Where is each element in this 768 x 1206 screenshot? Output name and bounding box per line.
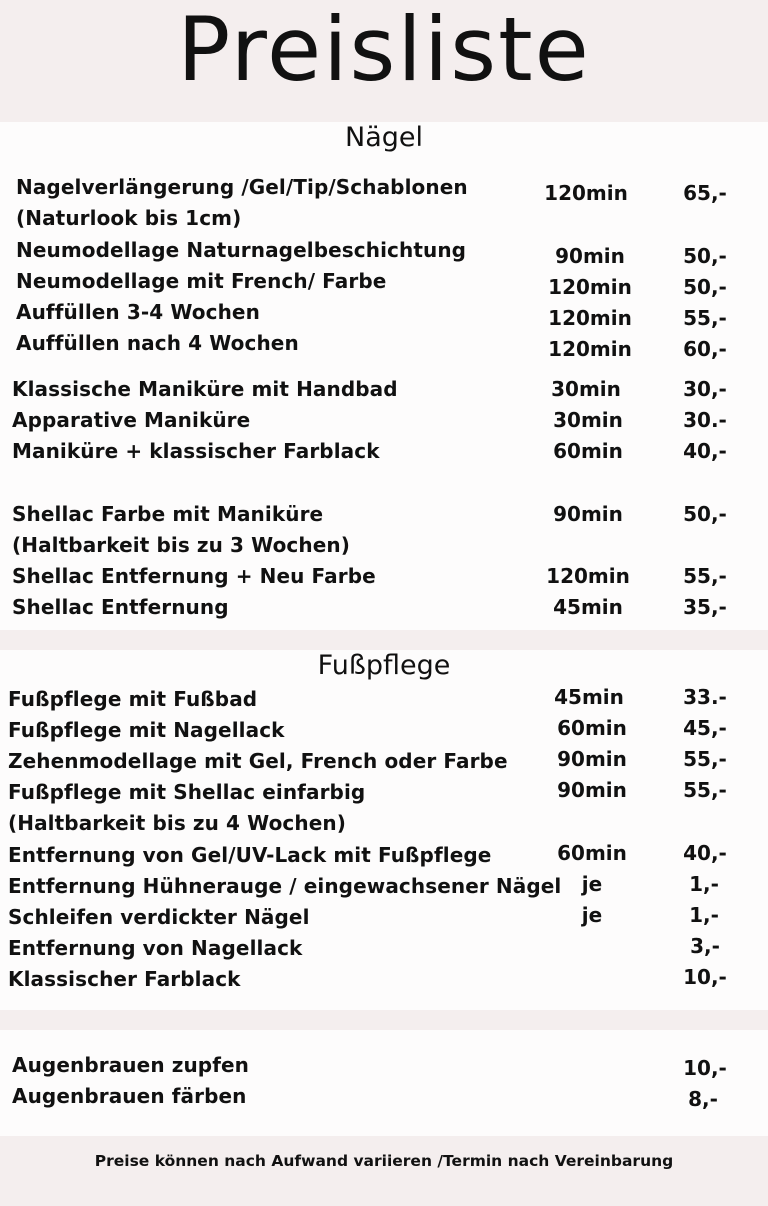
list-item (0, 206, 768, 236)
item-name: Auffüllen nach 4 Wochen (16, 331, 299, 355)
item-price: 55,- (683, 778, 727, 802)
item-name: (Naturlook bis 1cm) (16, 206, 242, 230)
list-item (0, 595, 768, 625)
item-price: 65,- (683, 181, 727, 205)
item-duration: 90min (553, 502, 623, 526)
item-name: Entfernung von Nagellack (8, 936, 303, 960)
item-name: Augenbrauen färben (12, 1084, 247, 1108)
item-name: Fußpflege mit Nagellack (8, 718, 285, 742)
item-duration: 45min (554, 685, 624, 709)
item-duration: 60min (557, 841, 627, 865)
item-name: Entfernung Hühnerauge / eingewachsener Nägel (8, 874, 562, 898)
item-duration: je (581, 872, 603, 896)
item-price: 40,- (683, 841, 727, 865)
item-price: 30.- (683, 408, 727, 432)
item-name: Apparative Maniküre (12, 408, 251, 432)
list-item (0, 967, 768, 997)
item-name: Shellac Farbe mit Maniküre (12, 502, 324, 526)
list-item (0, 377, 768, 407)
list-item (0, 439, 768, 469)
item-name: Fußpflege mit Shellac einfarbig (8, 780, 366, 804)
list-item (0, 564, 768, 594)
item-price: 60,- (683, 337, 727, 361)
list-item (0, 905, 768, 935)
item-duration: 120min (548, 337, 632, 361)
item-name: Entfernung von Gel/UV-Lack mit Fußpflege (8, 843, 492, 867)
item-name: Shellac Entfernung + Neu Farbe (12, 564, 376, 588)
item-duration: 90min (557, 747, 627, 771)
item-price: 33.- (683, 685, 727, 709)
item-duration: 120min (548, 306, 632, 330)
item-price: 40,- (683, 439, 727, 463)
list-item (0, 843, 768, 873)
item-name: (Haltbarkeit bis zu 3 Wochen) (12, 533, 350, 557)
item-duration: 90min (555, 244, 625, 268)
item-name: Neumodellage mit French/ Farbe (16, 269, 387, 293)
list-item (0, 238, 768, 268)
item-duration: 90min (557, 778, 627, 802)
item-price: 30,- (683, 377, 727, 401)
item-price: 1,- (689, 872, 719, 896)
item-duration: 45min (553, 595, 623, 619)
list-item (0, 936, 768, 966)
item-duration: 120min (548, 275, 632, 299)
list-item (0, 749, 768, 779)
item-duration: 30min (551, 377, 621, 401)
item-name: (Haltbarkeit bis zu 4 Wochen) (8, 811, 346, 835)
item-name: Klassischer Farblack (8, 967, 241, 991)
list-item (0, 811, 768, 841)
list-item (0, 533, 768, 563)
item-name: Neumodellage Naturnagelbeschichtung (16, 238, 467, 262)
item-price: 45,- (683, 716, 727, 740)
list-item (0, 502, 768, 532)
footer-note: Preise können nach Aufwand variieren /Termin nach Vereinbarung (94, 1152, 674, 1170)
item-name: Augenbrauen zupfen (12, 1053, 250, 1077)
list-item (0, 300, 768, 330)
item-name: Schleifen verdickter Nägel (8, 905, 310, 929)
item-name: Maniküre + klassischer Farblack (12, 439, 380, 463)
item-price: 50,- (683, 502, 727, 526)
item-price: 35,- (683, 595, 727, 619)
list-item (0, 718, 768, 748)
page-title: Preisliste (177, 0, 591, 101)
item-price: 10,- (683, 965, 727, 989)
item-name: Nagelverlängerung /Gel/Tip/Schablonen (16, 175, 468, 199)
item-price: 50,- (683, 275, 727, 299)
item-name: Auffüllen 3-4 Wochen (16, 300, 260, 324)
list-item (0, 874, 768, 904)
item-name: Zehenmodellage mit Gel, French oder Farbe (8, 749, 508, 773)
item-price: 55,- (683, 747, 727, 771)
item-duration: 120min (546, 564, 630, 588)
list-item (0, 687, 768, 717)
fusspflege-heading: Fußpflege (317, 650, 451, 681)
list-item (0, 1053, 768, 1083)
item-price: 50,- (683, 244, 727, 268)
item-duration: 30min (553, 408, 623, 432)
item-price: 3,- (690, 934, 720, 958)
item-duration: 60min (557, 716, 627, 740)
list-item (0, 175, 768, 205)
augenbrauen-panel (0, 1030, 768, 1136)
list-item (0, 269, 768, 299)
item-price: 10,- (683, 1056, 727, 1080)
list-item (0, 1084, 768, 1114)
list-item (0, 408, 768, 438)
item-name: Shellac Entfernung (12, 595, 229, 619)
item-price: 1,- (689, 903, 719, 927)
item-price: 55,- (683, 564, 727, 588)
item-price: 8,- (688, 1087, 718, 1111)
item-name: Klassische Maniküre mit Handbad (12, 377, 398, 401)
item-price: 55,- (683, 306, 727, 330)
naegel-heading: Nägel (345, 122, 423, 153)
list-item (0, 331, 768, 361)
item-duration: je (581, 903, 603, 927)
item-duration: 60min (553, 439, 623, 463)
list-item (0, 780, 768, 810)
item-name: Fußpflege mit Fußbad (8, 687, 258, 711)
item-duration: 120min (544, 181, 628, 205)
